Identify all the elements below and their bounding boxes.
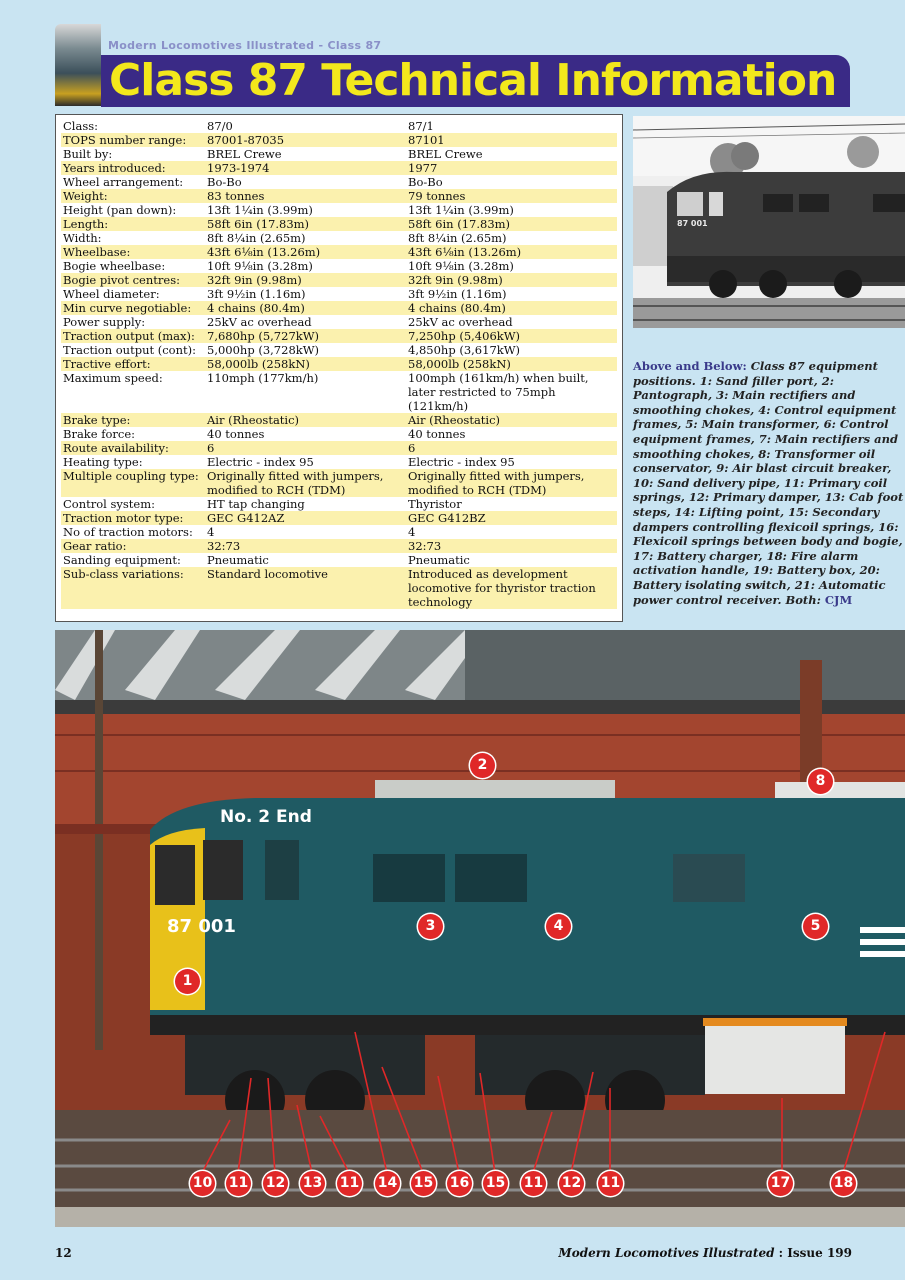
spec-label: Brake force:: [63, 427, 136, 441]
spec-label: Sub-class variations:: [61, 567, 205, 609]
running-header: Modern Locomotives Illustrated - Class 87: [108, 39, 382, 52]
spec-row: [61, 441, 617, 455]
spec-row: [61, 455, 617, 469]
spec-label: Traction output (max):: [61, 329, 205, 343]
spec-value-87-0: 25kV ac overhead: [207, 315, 312, 329]
spec-table-panel: [55, 114, 623, 622]
spec-label: Length:: [61, 217, 205, 231]
marker-2: 2: [470, 753, 495, 778]
spec-value-87-1: GEC G412BZ: [406, 511, 617, 525]
marker-10: 10: [190, 1171, 215, 1196]
spec-label: Wheel arrangement:: [63, 175, 184, 189]
spec-label: Bogie wheelbase:: [63, 259, 166, 273]
spec-value-87-1: 4: [408, 525, 416, 539]
spec-value-87-1: Bo-Bo: [408, 175, 443, 189]
spec-row: [61, 469, 617, 497]
marker-5: 5: [803, 914, 828, 939]
spec-label: Traction motor type:: [61, 511, 205, 525]
spec-row: [61, 147, 617, 161]
spec-value-87-0: 32:73: [205, 539, 406, 553]
issue-number: Issue 199: [787, 1246, 852, 1260]
spec-label: Min curve negotiable:: [61, 301, 205, 315]
spec-value-87-0: 5,000hp (3,728kW): [207, 343, 320, 357]
spec-value-87-1: 40 tonnes: [408, 427, 466, 441]
spec-label: Wheelbase:: [61, 245, 205, 259]
spec-value-87-1: 32:73: [406, 539, 617, 553]
photo-caption: [633, 359, 905, 607]
spec-value-87-0: Electric - index 95: [207, 455, 314, 469]
spec-label: Heating type:: [63, 455, 143, 469]
spec-row: [61, 315, 617, 329]
spec-value-87-1: Air (Rheostatic): [406, 413, 617, 427]
footer-separator: :: [774, 1246, 788, 1260]
spec-label: Tractive effort:: [61, 357, 205, 371]
spec-label: Height (pan down):: [63, 203, 177, 217]
loco-bw-photo: [633, 116, 905, 328]
spec-value-87-1: 1977: [406, 161, 617, 175]
marker-12: 12: [263, 1171, 288, 1196]
spec-value-87-1: 3ft 9½in (1.16m): [408, 287, 507, 301]
spec-row: [61, 413, 617, 427]
spec-value-87-0: 87001-87035: [205, 133, 406, 147]
photo-main: [55, 630, 905, 1227]
spec-label: Years introduced:: [61, 161, 205, 175]
spec-label: Control system:: [63, 497, 156, 511]
spec-label: Bogie pivot centres:: [61, 273, 205, 287]
spec-value-87-1: 43ft 6⅛in (13.26m): [406, 245, 617, 259]
loco-number-main: 87 001: [167, 916, 236, 937]
marker-18: 18: [831, 1171, 856, 1196]
spec-label: Class:: [63, 119, 99, 133]
spec-row: [61, 553, 617, 567]
spec-row: [61, 371, 617, 413]
spec-value-87-0: Air (Rheostatic): [205, 413, 406, 427]
spec-label: Built by:: [63, 147, 113, 161]
magazine-name: Modern Locomotives Illustrated: [558, 1246, 775, 1260]
spec-value-87-1: 6: [406, 441, 617, 455]
spec-value-87-0: 4 chains (80.4m): [205, 301, 406, 315]
page-number: 12: [55, 1246, 72, 1260]
marker-16: 16: [447, 1171, 472, 1196]
spec-label: Wheel diameter:: [63, 287, 160, 301]
spec-value-87-0: 10ft 9⅛in (3.28m): [207, 259, 313, 273]
spec-value-87-0: 8ft 8¼in (2.65m): [207, 231, 306, 245]
marker-4: 4: [546, 914, 571, 939]
spec-row: [61, 189, 617, 203]
spec-value-87-1: 10ft 9⅛in (3.28m): [408, 259, 514, 273]
spec-row: [61, 343, 617, 357]
marker-11: 11: [598, 1171, 623, 1196]
spec-value-87-0: 32ft 9in (9.98m): [205, 273, 406, 287]
spec-row: [61, 217, 617, 231]
spec-row: [61, 427, 617, 441]
spec-value-87-1: 7,250hp (5,406kW): [406, 329, 617, 343]
spec-row: [61, 329, 617, 343]
spec-row: [61, 287, 617, 301]
spec-value-87-1: 13ft 1¼in (3.99m): [408, 203, 514, 217]
spec-row: [61, 539, 617, 553]
spec-value-87-0: GEC G412AZ: [205, 511, 406, 525]
spec-row: [61, 231, 617, 245]
cover-thumbnail: [55, 24, 101, 106]
spec-row: [61, 525, 617, 539]
spec-row: [61, 301, 617, 315]
spec-value-87-1: 58,000lb (258kN): [406, 357, 617, 371]
spec-value-87-0: Originally fitted with jumpers, modified to RCH (TDM): [205, 469, 406, 497]
spec-value-87-1: 58ft 6in (17.83m): [406, 217, 617, 231]
spec-value-87-0: Pneumatic: [207, 553, 269, 567]
spec-label: Weight:: [61, 189, 205, 203]
spec-value-87-1: 4,850hp (3,617kW): [408, 343, 521, 357]
marker-11: 11: [337, 1171, 362, 1196]
title-banner: [101, 55, 850, 107]
spec-value-87-0: 83 tonnes: [205, 189, 406, 203]
marker-15: 15: [483, 1171, 508, 1196]
loco-number-label: 87 001: [677, 219, 708, 228]
spec-row: [61, 175, 617, 189]
marker-1: 1: [175, 969, 200, 994]
footer-credit: [558, 1246, 852, 1260]
spec-value-87-0: 58,000lb (258kN): [205, 357, 406, 371]
marker-15: 15: [411, 1171, 436, 1196]
marker-3: 3: [418, 914, 443, 939]
page-title: Class 87 Technical Information: [109, 55, 837, 106]
marker-11: 11: [226, 1171, 251, 1196]
caption-lead: Above and Below:: [633, 359, 747, 373]
marker-17: 17: [768, 1171, 793, 1196]
spec-label: Traction output (cont):: [63, 343, 196, 357]
caption-credit-prefix: Both:: [785, 592, 821, 607]
spec-value-87-1: 32ft 9in (9.98m): [406, 273, 617, 287]
loco-colour-photo: [55, 630, 905, 1227]
spec-label: Gear ratio:: [61, 539, 205, 553]
spec-value-87-1: Introduced as development locomotive for thyristor traction technology: [406, 567, 617, 609]
spec-row: [61, 497, 617, 511]
spec-row: [61, 273, 617, 287]
spec-row: [61, 161, 617, 175]
spec-label: Width:: [63, 231, 102, 245]
spec-value-87-0: 6: [205, 441, 406, 455]
marker-12: 12: [559, 1171, 584, 1196]
marker-13: 13: [300, 1171, 325, 1196]
spec-value-87-1: BREL Crewe: [408, 147, 483, 161]
spec-value-87-1: 79 tonnes: [406, 189, 617, 203]
spec-label: TOPS number range:: [61, 133, 205, 147]
spec-row: [61, 133, 617, 147]
marker-11: 11: [521, 1171, 546, 1196]
spec-value-87-0: 58ft 6in (17.83m): [205, 217, 406, 231]
spec-value-87-1: Thyristor: [408, 497, 462, 511]
spec-value-87-0: 4: [207, 525, 215, 539]
spec-value-87-0: BREL Crewe: [207, 147, 282, 161]
spec-value-87-1: 87/1: [408, 119, 434, 133]
caption-body: Class 87 equipment positions. 1: Sand filler port, 2: Pantograph, 3: Main rectifiers and smoothing chokes, 4: Control equipment frames, 5: Main transformer, 6: Control equipment frames, 7: Main rectifiers and smoothing chokes, 8: Transformer oil conservator, 9: Air blast circuit breaker, 10: Sand delivery pipe, 11: Primary coil springs, 12: Primary damper, 13: Cab foot steps, 14: Lifting point, 15: Secondary dampers controlling flexicoil springs, 16: Flexicoil springs between body and bogie, 17: Battery charger, 18: Fire alarm activation handle, 19: Battery box, 20: Battery isolating switch, 21: Automatic power control receiver.: [633, 359, 904, 607]
spec-value-87-0: 40 tonnes: [207, 427, 265, 441]
spec-value-87-0: 13ft 1¼in (3.99m): [207, 203, 313, 217]
marker-14: 14: [375, 1171, 400, 1196]
spec-label: Power supply:: [63, 315, 146, 329]
caption-credit: CJM: [824, 592, 853, 607]
spec-value-87-1: 25kV ac overhead: [408, 315, 513, 329]
spec-value-87-0: 87/0: [207, 119, 233, 133]
spec-row: [61, 259, 617, 273]
spec-value-87-0: 110mph (177km/h): [207, 371, 319, 385]
spec-row: [61, 567, 617, 609]
spec-value-87-0: 43ft 6⅛in (13.26m): [205, 245, 406, 259]
spec-value-87-0: Standard locomotive: [205, 567, 406, 609]
spec-row: [61, 245, 617, 259]
spec-row: [61, 203, 617, 217]
spec-value-87-1: Electric - index 95: [408, 455, 515, 469]
spec-value-87-1: Originally fitted with jumpers, modified to RCH (TDM): [406, 469, 617, 497]
spec-value-87-1: 100mph (161km/h) when built, later restricted to 75mph (121km/h): [408, 371, 589, 413]
end-label: No. 2 End: [220, 807, 312, 827]
spec-label: Sanding equipment:: [63, 553, 181, 567]
spec-row: [61, 511, 617, 525]
spec-value-87-1: 8ft 8¼in (2.65m): [408, 231, 507, 245]
spec-value-87-1: 87101: [406, 133, 617, 147]
spec-value-87-1: 4 chains (80.4m): [406, 301, 617, 315]
spec-value-87-1: Pneumatic: [408, 553, 470, 567]
spec-label: Maximum speed:: [63, 371, 163, 385]
spec-label: Multiple coupling type:: [61, 469, 205, 497]
spec-value-87-0: HT tap changing: [207, 497, 305, 511]
spec-value-87-0: 7,680hp (5,727kW): [205, 329, 406, 343]
spec-value-87-0: 3ft 9½in (1.16m): [207, 287, 306, 301]
spec-label: Route availability:: [61, 441, 205, 455]
spec-value-87-0: Bo-Bo: [207, 175, 242, 189]
spec-row: [61, 119, 617, 133]
spec-table: [61, 119, 617, 609]
spec-label: No of traction motors:: [63, 525, 193, 539]
photo-top-right: [633, 116, 905, 328]
spec-value-87-0: 1973-1974: [205, 161, 406, 175]
marker-8: 8: [808, 769, 833, 794]
spec-label: Brake type:: [61, 413, 205, 427]
spec-row: [61, 357, 617, 371]
